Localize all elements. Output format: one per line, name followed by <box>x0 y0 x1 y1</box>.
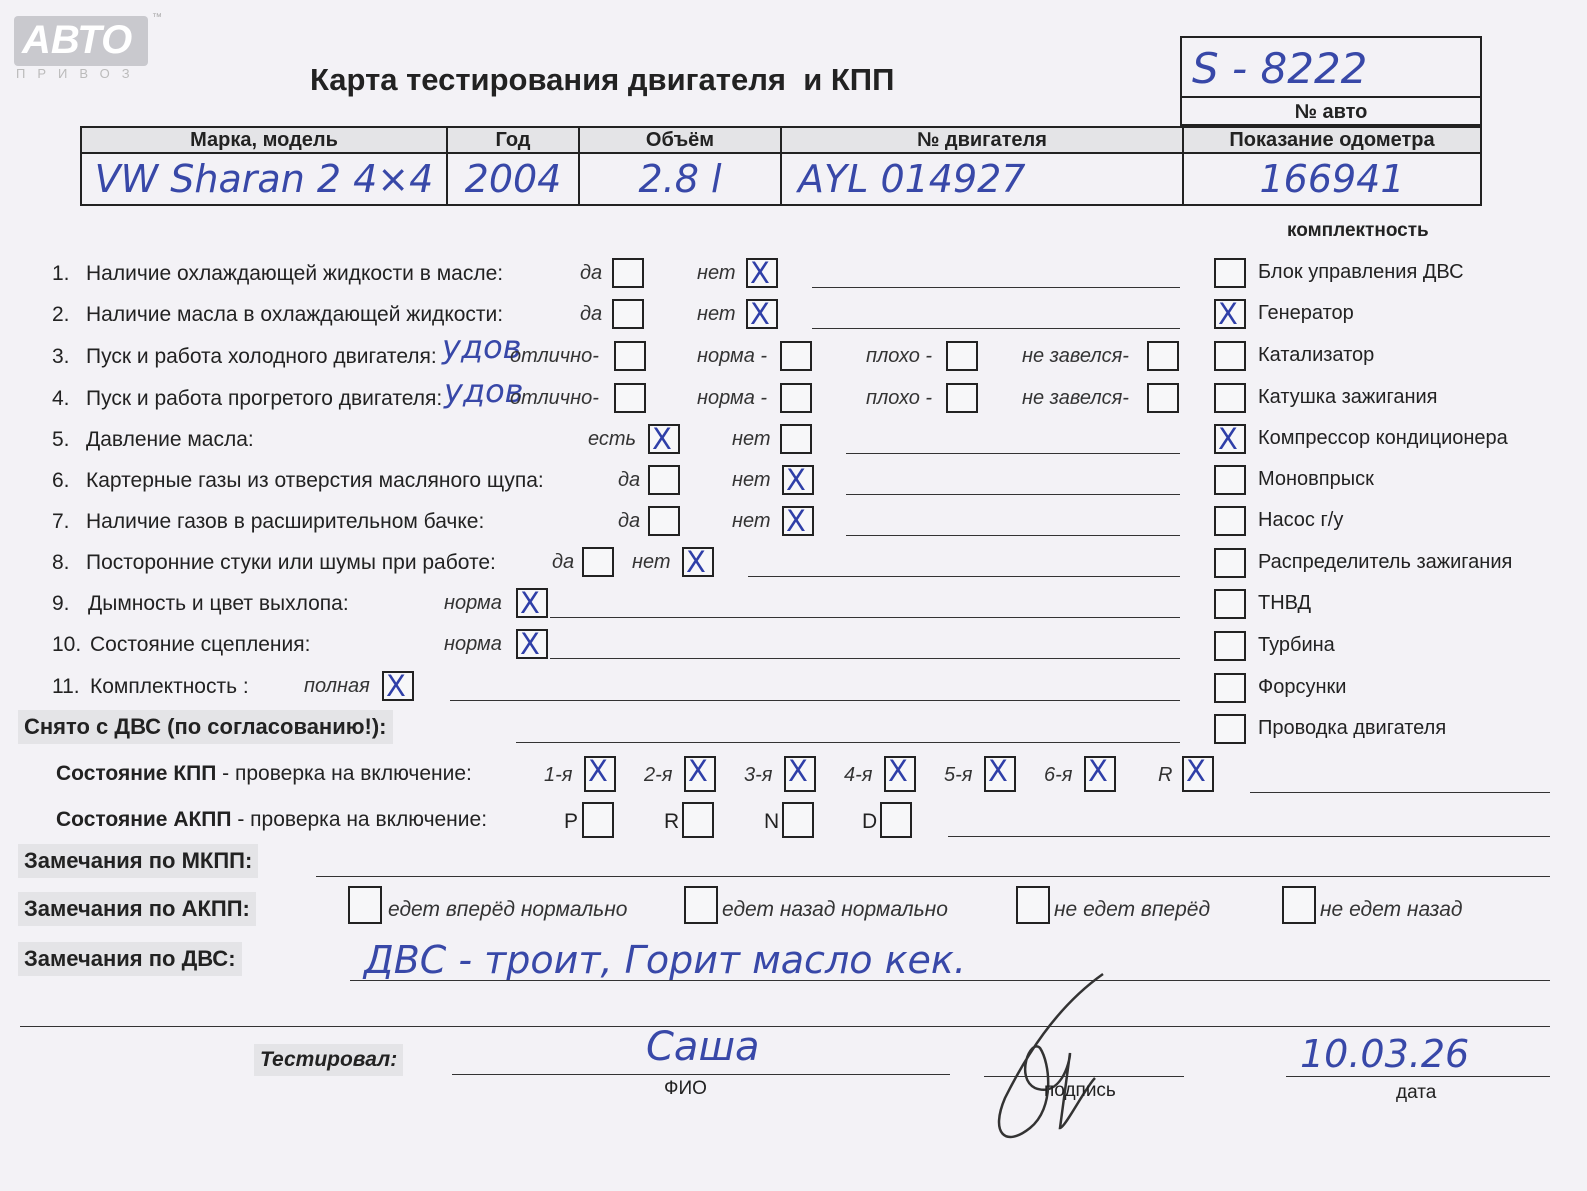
value-engine-no: AYL 014927 <box>781 153 1183 205</box>
item-2-yes-label: да <box>580 303 603 325</box>
akpp-gear-1-checkbox[interactable] <box>582 802 614 838</box>
item-3-number: 3. <box>52 345 70 368</box>
akpp-gear-4-checkbox[interactable] <box>880 802 912 838</box>
item-5-number: 5. <box>52 428 70 451</box>
logo-subtitle: ПРИВОЗ <box>16 66 142 81</box>
item-8-no-label: нет <box>632 551 671 573</box>
akpp-opt-3-checkbox[interactable] <box>1016 886 1050 924</box>
akpp-opt-4: не едет назад <box>1320 898 1463 921</box>
test-date: 10.03.26 <box>1300 1032 1470 1076</box>
item-4-opt-normal: норма - <box>697 387 768 409</box>
item-8-line <box>748 576 1180 577</box>
akpp-line <box>948 836 1550 837</box>
item-6-no-checkbox[interactable] <box>782 465 814 495</box>
value-volume: 2.8 l <box>579 153 781 205</box>
kpp-gear-4-label: 4-я <box>844 764 873 786</box>
item-8-no-checkbox[interactable] <box>682 547 714 577</box>
kpp-gear-2-label: 2-я <box>644 764 673 786</box>
kit-6-checkbox[interactable] <box>1214 465 1246 495</box>
col-year: Год <box>447 127 579 153</box>
akpp-opt-2-checkbox[interactable] <box>684 886 718 924</box>
kit-7-label: Насос г/у <box>1258 509 1344 531</box>
item-5-yes-label: есть <box>588 428 637 450</box>
value-model: VW Sharan 2 4×4 <box>81 153 447 205</box>
item-10-number: 10. <box>52 633 82 656</box>
item-2-no-label: нет <box>697 303 736 325</box>
kpp-gear-4-checkbox[interactable] <box>884 756 916 792</box>
kpp-gear-3-checkbox[interactable] <box>784 756 816 792</box>
value-year: 2004 <box>447 153 579 205</box>
logo-text: АВТО <box>22 18 133 62</box>
item-7-yes-label: да <box>618 510 641 532</box>
item-4-normal-checkbox[interactable] <box>780 383 812 413</box>
akpp-gear-2-label: R <box>664 810 680 833</box>
item-10-normal-checkbox[interactable] <box>516 629 548 659</box>
col-engine-no: № двигателя <box>781 127 1183 153</box>
auto-number-label: № авто <box>1182 96 1480 126</box>
auto-number-value: S - 8222 <box>1192 44 1368 93</box>
kit-5-label: Компрессор кондиционера <box>1258 427 1508 449</box>
kit-9-checkbox[interactable] <box>1214 589 1246 619</box>
item-4-excellent-checkbox[interactable] <box>614 383 646 413</box>
item-4-opt-excellent: отлично- <box>510 387 599 409</box>
item-7-line <box>846 535 1180 536</box>
check-mark: X <box>588 754 608 788</box>
item-9-label: Дымность и цвет выхлопа: <box>88 592 349 615</box>
kit-11-label: Форсунки <box>1258 676 1347 698</box>
kpp-gear-2-checkbox[interactable] <box>684 756 716 792</box>
item-7-no-label: нет <box>732 510 771 532</box>
item-1-label: Наличие охлаждающей жидкости в масле: <box>86 262 504 285</box>
sign-label: подпись <box>1044 1080 1116 1101</box>
item-7-yes-checkbox[interactable] <box>648 506 680 536</box>
item-1-no-checkbox[interactable] <box>746 258 778 288</box>
item-6-no-label: нет <box>732 469 771 491</box>
kit-12-checkbox[interactable] <box>1214 714 1246 744</box>
kit-10-checkbox[interactable] <box>1214 631 1246 661</box>
kpp-gear-7-label: R <box>1158 764 1173 786</box>
item-3-opt-normal: норма - <box>697 345 768 367</box>
kit-1-label: Блок управления ДВС <box>1258 261 1464 283</box>
item-3-nostart-checkbox[interactable] <box>1147 341 1179 371</box>
kpp-gear-6-label: 6-я <box>1044 764 1073 786</box>
item-4-bad-checkbox[interactable] <box>946 383 978 413</box>
notes-dvs-text: ДВС - троит, Горит масло кек. <box>364 938 966 982</box>
notes-akpp-label: Замечания по АКПП: <box>18 892 256 926</box>
kit-8-checkbox[interactable] <box>1214 548 1246 578</box>
notes-dvs-label: Замечания по ДВС: <box>18 942 242 976</box>
kit-10-label: Турбина <box>1258 634 1335 656</box>
removed-line <box>516 742 1180 743</box>
item-8-yes-checkbox[interactable] <box>582 547 614 577</box>
fio-label: ФИО <box>664 1078 707 1099</box>
item-2-number: 2. <box>52 303 70 326</box>
item-8-yes-label: да <box>552 551 575 573</box>
item-6-number: 6. <box>52 469 70 492</box>
kpp-gear-1-label: 1-я <box>544 764 573 786</box>
sign-line <box>984 1076 1184 1077</box>
col-volume: Объём <box>579 127 781 153</box>
kit-4-checkbox[interactable] <box>1214 383 1246 413</box>
tester-name: Саша <box>646 1024 760 1070</box>
fio-line <box>452 1074 950 1075</box>
akpp-opt-3: не едет вперёд <box>1054 898 1211 921</box>
item-4-opt-nostart: не завелся- <box>1022 387 1129 409</box>
notes-dvs-line <box>350 980 1550 981</box>
item-2-yes-checkbox[interactable] <box>612 299 644 329</box>
kit-12-label: Проводка двигателя <box>1258 717 1447 739</box>
item-9-normal-label: норма <box>444 592 502 614</box>
check-mark: X <box>888 754 908 788</box>
item-8-label: Посторонние стуки или шумы при работе: <box>86 551 496 574</box>
check-mark: X <box>1186 754 1206 788</box>
kpp-gear-6-checkbox[interactable] <box>1084 756 1116 792</box>
kpp-gear-5-checkbox[interactable] <box>984 756 1016 792</box>
item-5-yes-checkbox[interactable] <box>648 424 680 454</box>
item-3-opt-nostart: не завелся- <box>1022 345 1129 367</box>
item-10-label: Состояние сцепления: <box>90 633 311 656</box>
kit-2-checkbox[interactable] <box>1214 299 1246 329</box>
check-mark: X <box>750 256 770 290</box>
item-4-nostart-checkbox[interactable] <box>1147 383 1179 413</box>
item-11-number: 11. <box>52 675 80 698</box>
check-mark: X <box>750 297 770 331</box>
check-mark: X <box>788 754 808 788</box>
check-mark: X <box>686 545 706 579</box>
item-4-handwritten: удов <box>444 372 524 410</box>
kit-4-label: Катушка зажигания <box>1258 386 1438 408</box>
item-11-line <box>450 700 1180 701</box>
kit-3-checkbox[interactable] <box>1214 341 1246 371</box>
item-7-number: 7. <box>52 510 70 533</box>
item-4-opt-bad: плохо - <box>866 387 933 409</box>
item-9-line <box>550 617 1180 618</box>
kit-title: комплектность <box>1287 220 1429 241</box>
akpp-gear-3-checkbox[interactable] <box>782 802 814 838</box>
check-mark: X <box>688 754 708 788</box>
vehicle-header-table <box>80 126 1482 206</box>
check-mark: X <box>988 754 1008 788</box>
page-title: Карта тестирования двигателя и КПП <box>310 62 895 97</box>
item-3-bad-checkbox[interactable] <box>946 341 978 371</box>
check-mark: X <box>652 422 672 456</box>
kit-8-label: Распределитель зажигания <box>1258 551 1513 573</box>
item-5-no-label: нет <box>732 428 771 450</box>
kit-5-checkbox[interactable] <box>1214 424 1246 454</box>
item-10-normal-label: норма <box>444 633 502 655</box>
col-model: Марка, модель <box>81 127 447 153</box>
auto-number-box <box>1180 36 1482 126</box>
akpp-opt-1-checkbox[interactable] <box>348 886 382 924</box>
item-1-no-label: нет <box>697 262 736 284</box>
item-5-line <box>846 453 1180 454</box>
kpp-label-rest: - проверка на включение: <box>216 762 472 785</box>
kpp-gear-5-label: 5-я <box>944 764 973 786</box>
item-6-label: Картерные газы из отверстия масляного щупа: <box>86 469 544 492</box>
item-4-number: 4. <box>52 387 70 410</box>
kit-3-label: Катализатор <box>1258 344 1375 366</box>
item-10-line <box>550 658 1180 659</box>
notes-mkpp-label: Замечания по МКПП: <box>18 844 258 878</box>
check-mark: X <box>520 627 540 661</box>
item-3-opt-excellent: отлично- <box>510 345 599 367</box>
check-mark: X <box>520 586 540 620</box>
check-mark: X <box>386 669 406 703</box>
item-6-yes-checkbox[interactable] <box>648 465 680 495</box>
item-11-full-checkbox[interactable] <box>382 671 414 701</box>
date-line <box>1286 1076 1550 1077</box>
kpp-gear-7-checkbox[interactable] <box>1182 756 1214 792</box>
akpp-opt-1: едет вперёд нормально <box>388 898 628 921</box>
item-4-label: Пуск и работа прогретого двигателя: <box>86 387 443 410</box>
akpp-opt-4-checkbox[interactable] <box>1282 886 1316 924</box>
item-6-line <box>846 494 1180 495</box>
item-3-opt-bad: плохо - <box>866 345 933 367</box>
akpp-gear-4-label: D <box>862 810 878 833</box>
kit-2-label: Генератор <box>1258 302 1354 324</box>
item-2-label: Наличие масла в охлаждающей жидкости: <box>86 303 504 326</box>
item-2-no-checkbox[interactable] <box>746 299 778 329</box>
removed-label: Снято с ДВС (по согласованию!): <box>18 710 393 744</box>
akpp-gear-2-checkbox[interactable] <box>682 802 714 838</box>
akpp-opt-2: едет назад нормально <box>722 898 948 921</box>
notes-mkpp-line <box>316 876 1550 877</box>
item-5-no-checkbox[interactable] <box>780 424 812 454</box>
kit-1-checkbox[interactable] <box>1214 258 1246 288</box>
check-mark: X <box>1218 297 1238 331</box>
kpp-label <box>56 762 472 786</box>
item-7-label: Наличие газов в расширительном бачке: <box>86 510 485 533</box>
akpp-label-rest: - проверка на включение: <box>231 808 488 831</box>
item-7-no-checkbox[interactable] <box>782 506 814 536</box>
item-3-handwritten: удов <box>442 328 522 366</box>
kpp-label-bold: Состояние КПП <box>56 762 217 785</box>
item-1-number: 1. <box>52 262 70 285</box>
item-8-number: 8. <box>52 551 70 574</box>
item-3-excellent-checkbox[interactable] <box>614 341 646 371</box>
item-1-yes-checkbox[interactable] <box>612 258 644 288</box>
akpp-gear-3-label: N <box>764 810 780 833</box>
col-odometer: Показание одометра <box>1183 127 1481 153</box>
logo-tm: ™ <box>152 12 162 23</box>
item-1-line <box>812 287 1180 288</box>
date-label: дата <box>1396 1082 1437 1103</box>
kpp-gear-3-label: 3-я <box>744 764 773 786</box>
check-mark: X <box>786 463 806 497</box>
check-mark: X <box>1088 754 1108 788</box>
item-9-number: 9. <box>52 592 70 615</box>
item-6-yes-label: да <box>618 469 641 491</box>
item-2-line <box>812 328 1180 329</box>
item-1-yes-label: да <box>580 262 603 284</box>
notes-extra-line <box>20 1026 1550 1027</box>
akpp-gear-1-label: P <box>564 810 579 833</box>
kpp-gear-1-checkbox[interactable] <box>584 756 616 792</box>
check-mark: X <box>1218 422 1238 456</box>
akpp-label-bold: Состояние АКПП <box>56 808 232 831</box>
kit-11-checkbox[interactable] <box>1214 673 1246 703</box>
value-odometer: 166941 <box>1183 153 1481 205</box>
kit-9-label: ТНВД <box>1258 592 1312 614</box>
logo <box>14 12 162 66</box>
tested-label: Тестировал: <box>254 1044 403 1076</box>
item-3-label: Пуск и работа холодного двигателя: <box>86 345 437 368</box>
kit-6-label: Моновпрыск <box>1258 468 1374 490</box>
item-9-normal-checkbox[interactable] <box>516 588 548 618</box>
signature <box>985 968 1125 1148</box>
item-3-normal-checkbox[interactable] <box>780 341 812 371</box>
item-5-label: Давление масла: <box>86 428 254 451</box>
check-mark: X <box>786 504 806 538</box>
kpp-line <box>1250 792 1550 793</box>
kit-7-checkbox[interactable] <box>1214 506 1246 536</box>
item-11-full-label: полная <box>304 675 370 697</box>
akpp-label <box>56 808 487 832</box>
item-11-label: Комплектность : <box>90 675 249 698</box>
